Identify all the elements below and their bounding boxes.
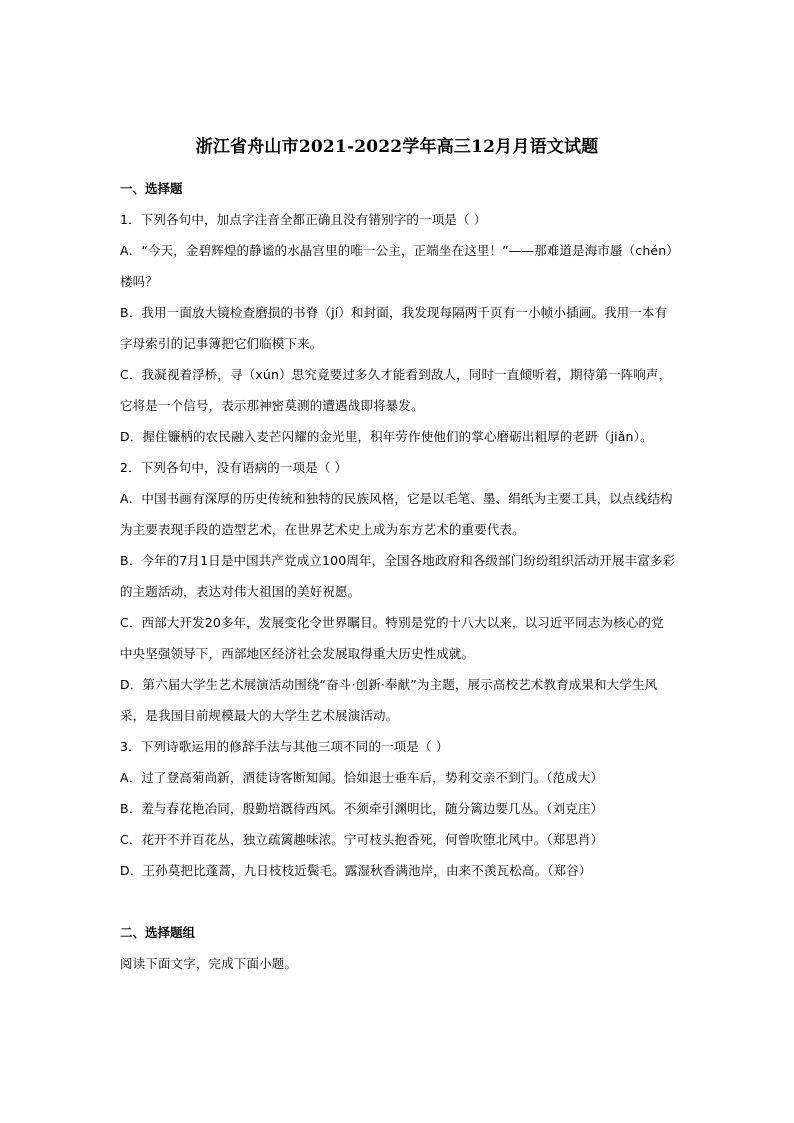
reading-instruction: 阅读下面文字，完成下面小题。 — [120, 956, 298, 971]
question-2-option-a: A．中国书画有深厚的历史传统和独特的民族风格，它是以毛笔、墨、绢纸为主要工具，以点线结构为主要表现手段的造型艺术，在世界艺术史上成为东方艺术的重要代表。 — [120, 491, 673, 537]
question-3-stem: 3．下列诗歌运用的修辞手法与其他三项不同的一项是（ ） — [120, 739, 449, 754]
question-2-option-c: C．西部大开发20多年，发展变化令世界瞩目。特别是党的十八大以来，以习近平同志为核心的党中央坚强领导下，西部地区经济社会发展取得重大历史性成就。 — [120, 615, 664, 661]
section-heading-choice-group: 二、选择题组 — [120, 925, 196, 940]
page-title: 浙江省舟山市2021-2022学年高三12月月语文试题 — [195, 137, 599, 157]
section-heading-choice: 一、选择题 — [120, 181, 183, 196]
question-2-option-b: B．今年的7月1日是中国共产党成立100周年，全国各地政府和各级部门纷纷组织活动开展丰富多彩的主题活动，表达对伟大祖国的美好祝愿。 — [120, 553, 676, 599]
question-3-option-d: D．王孙莫把比蓬蒿，九日枝枝近鬓毛。露湿秋香满池岸，由来不羡瓦松高。（郑谷） — [120, 863, 592, 878]
question-2-option-d: D．第六届大学生艺术展演活动围绕“奋斗·创新·奉献”为主题，展示高校艺术教育成果和大学生风采，是我国目前规模最大的大学生艺术展演活动。 — [120, 677, 658, 723]
question-1-stem: 1．下列各句中，加点字注音全都正确且没有错别字的一项是（ ） — [120, 212, 487, 227]
question-3-option-a: A．过了登高菊尚新，酒徒诗客断知闻。恰如退士垂车后，势利交亲不到门。（范成大） — [120, 770, 604, 785]
question-2-stem: 2．下列各句中，没有语病的一项是（ ） — [120, 460, 348, 475]
section-spacer — [120, 886, 676, 917]
question-1-option-a: A．“今天，金碧辉煌的静谧的水晶宫里的唯一公主，正端坐在这里！”——那难道是海市蜃（chén）楼吗？ — [120, 243, 673, 289]
question-1-option-d: D．握住镰柄的农民融入麦芒闪耀的金光里，积年劳作使他们的掌心磨砺出粗厚的老趼（jiǎn）。 — [120, 429, 653, 444]
question-3-option-c: C．花开不并百花丛，独立疏篱趣味浓。宁可枝头抱香死，何曾吹堕北风中。（郑思肖） — [120, 832, 604, 847]
document-body — [120, 173, 676, 979]
question-1-option-b: B．我用一面放大镜检查磨损的书脊（jí）和封面，我发现每隔两千页有一小帧小插画。我用一本有字母索引的记事簿把它们临模下来。 — [120, 305, 668, 351]
question-3-option-b: B．羞与春花艳冶同，殷勤培溉待西风。不须牵引渊明比，随分篱边要几丛。（刘克庄） — [120, 801, 604, 816]
question-1-option-c: C．我凝视着浮桥，寻（xún）思究竟要过多久才能看到敌人，同时一直倾听着，期待第一阵响声，它将是一个信号，表示那神密莫测的遭遇战即将暴发。 — [120, 367, 672, 413]
